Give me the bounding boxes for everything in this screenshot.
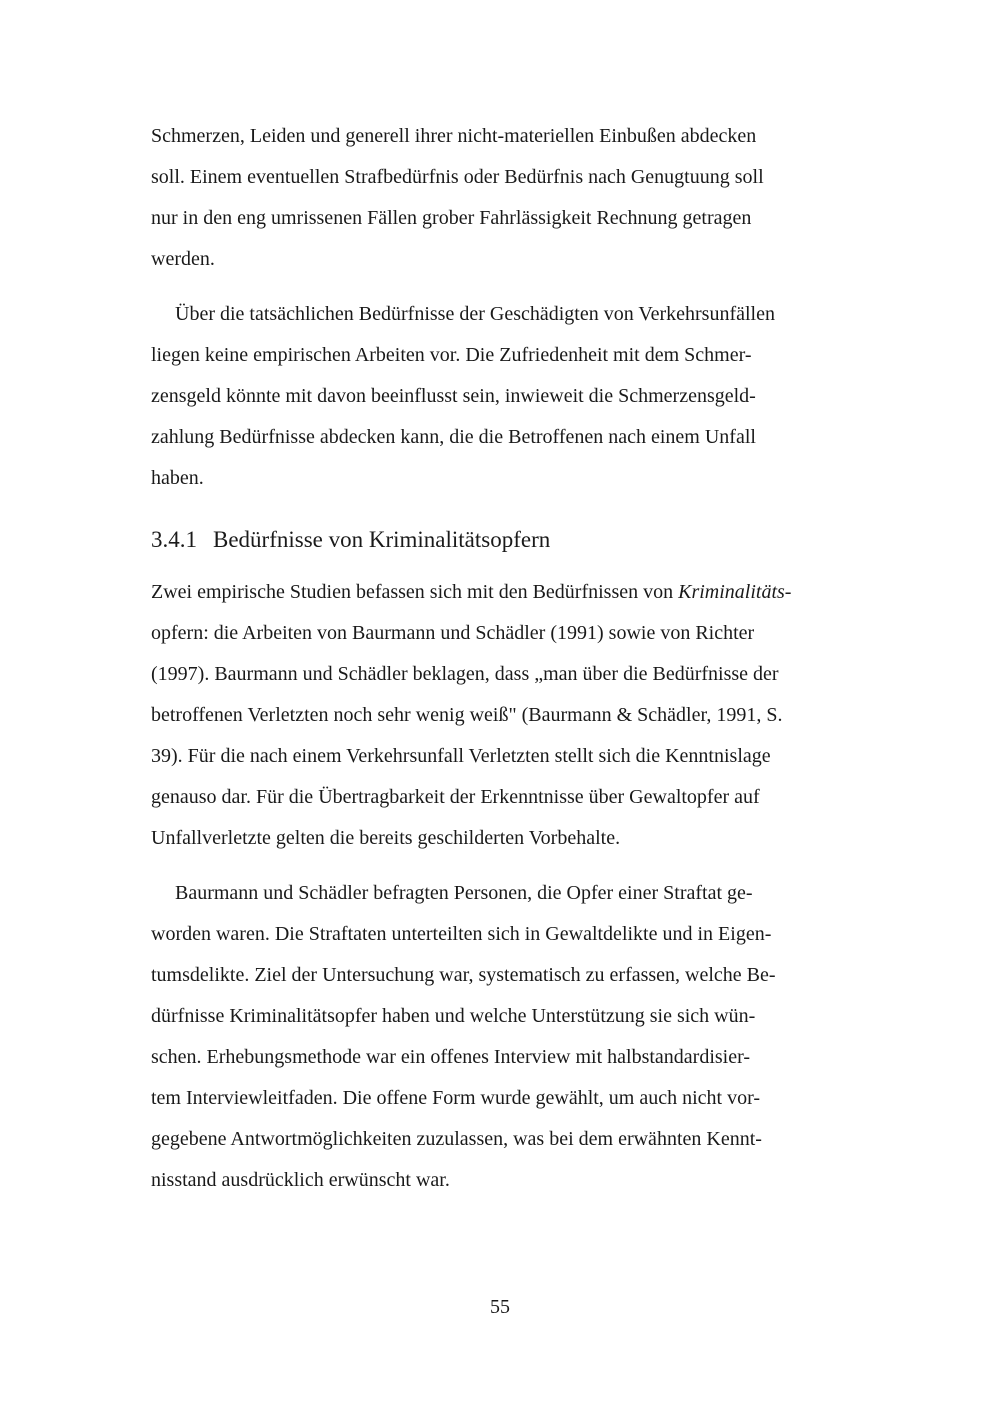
text-line: (1997). Baurmann und Schädler beklagen, dass „man über die Bedürfnisse der (151, 663, 779, 685)
text-line: tumsdelikte. Ziel der Untersuchung war, systematisch zu erfassen, welche Be- (151, 964, 776, 986)
text-line: Unfallverletzte gelten die bereits geschilderten Vorbehalte. (151, 827, 621, 849)
text-line: nur in den eng umrissenen Fällen grober Fahrlässigkeit Rechnung getragen (151, 207, 752, 229)
text-line: haben. (151, 467, 204, 489)
text-line: nisstand ausdrücklich erwünscht war. (151, 1169, 450, 1191)
text-line: werden. (151, 248, 215, 270)
text-line: schen. Erhebungsmethode war ein offenes Interview mit halbstandardisier- (151, 1046, 751, 1068)
text-line: betroffenen Verletzten noch sehr wenig weiß" (Baurmann & Schädler, 1991, S. (151, 704, 783, 726)
text-line: worden waren. Die Straftaten unterteilten sich in Gewaltdelikte und in Eigen- (151, 923, 772, 945)
text-line: dürfnisse Kriminalitätsopfer haben und welche Unterstützung sie sich wün- (151, 1005, 756, 1027)
text-line: Baurmann und Schädler befragten Personen, die Opfer einer Straftat ge- (175, 882, 753, 904)
text-line: genauso dar. Für die Übertragbarkeit der Erkenntnisse über Gewaltopfer auf (151, 786, 760, 808)
italic-term: Kriminalitäts- (678, 581, 792, 603)
section-title: Bedürfnisse von Kriminalitätsopfern (213, 527, 551, 552)
text-line: zahlung Bedürfnisse abdecken kann, die die Betroffenen nach einem Unfall (151, 426, 756, 448)
section-number: 3.4.1 (151, 527, 197, 552)
text-line: gegebene Antwortmöglichkeiten zuzulassen, was bei dem erwähnten Kennt- (151, 1128, 762, 1150)
text-line: tem Interviewleitfaden. Die offene Form wurde gewählt, um auch nicht vor- (151, 1087, 761, 1109)
page-number: 55 (490, 1296, 510, 1318)
text-line: zensgeld könnte mit davon beeinflusst sein, inwieweit die Schmerzensgeld- (151, 385, 756, 407)
text-line (151, 582, 791, 602)
text-line: Über die tatsächlichen Bedürfnisse der Geschädigten von Verkehrsunfällen (175, 303, 775, 325)
section-heading (151, 527, 550, 553)
text-line: liegen keine empirischen Arbeiten vor. Die Zufriedenheit mit dem Schmer- (151, 344, 752, 366)
text-line: soll. Einem eventuellen Strafbedürfnis oder Bedürfnis nach Genugtuung soll (151, 166, 764, 188)
text-line: opfern: die Arbeiten von Baurmann und Schädler (1991) sowie von Richter (151, 622, 755, 644)
text-line-prefix: Zwei empirische Studien befassen sich mit den Bedürfnissen von (151, 581, 679, 603)
text-line: 39). Für die nach einem Verkehrsunfall Verletzten stellt sich die Kenntnislage (151, 745, 771, 767)
text-line: Schmerzen, Leiden und generell ihrer nicht-materiellen Einbußen abdecken (151, 125, 757, 147)
